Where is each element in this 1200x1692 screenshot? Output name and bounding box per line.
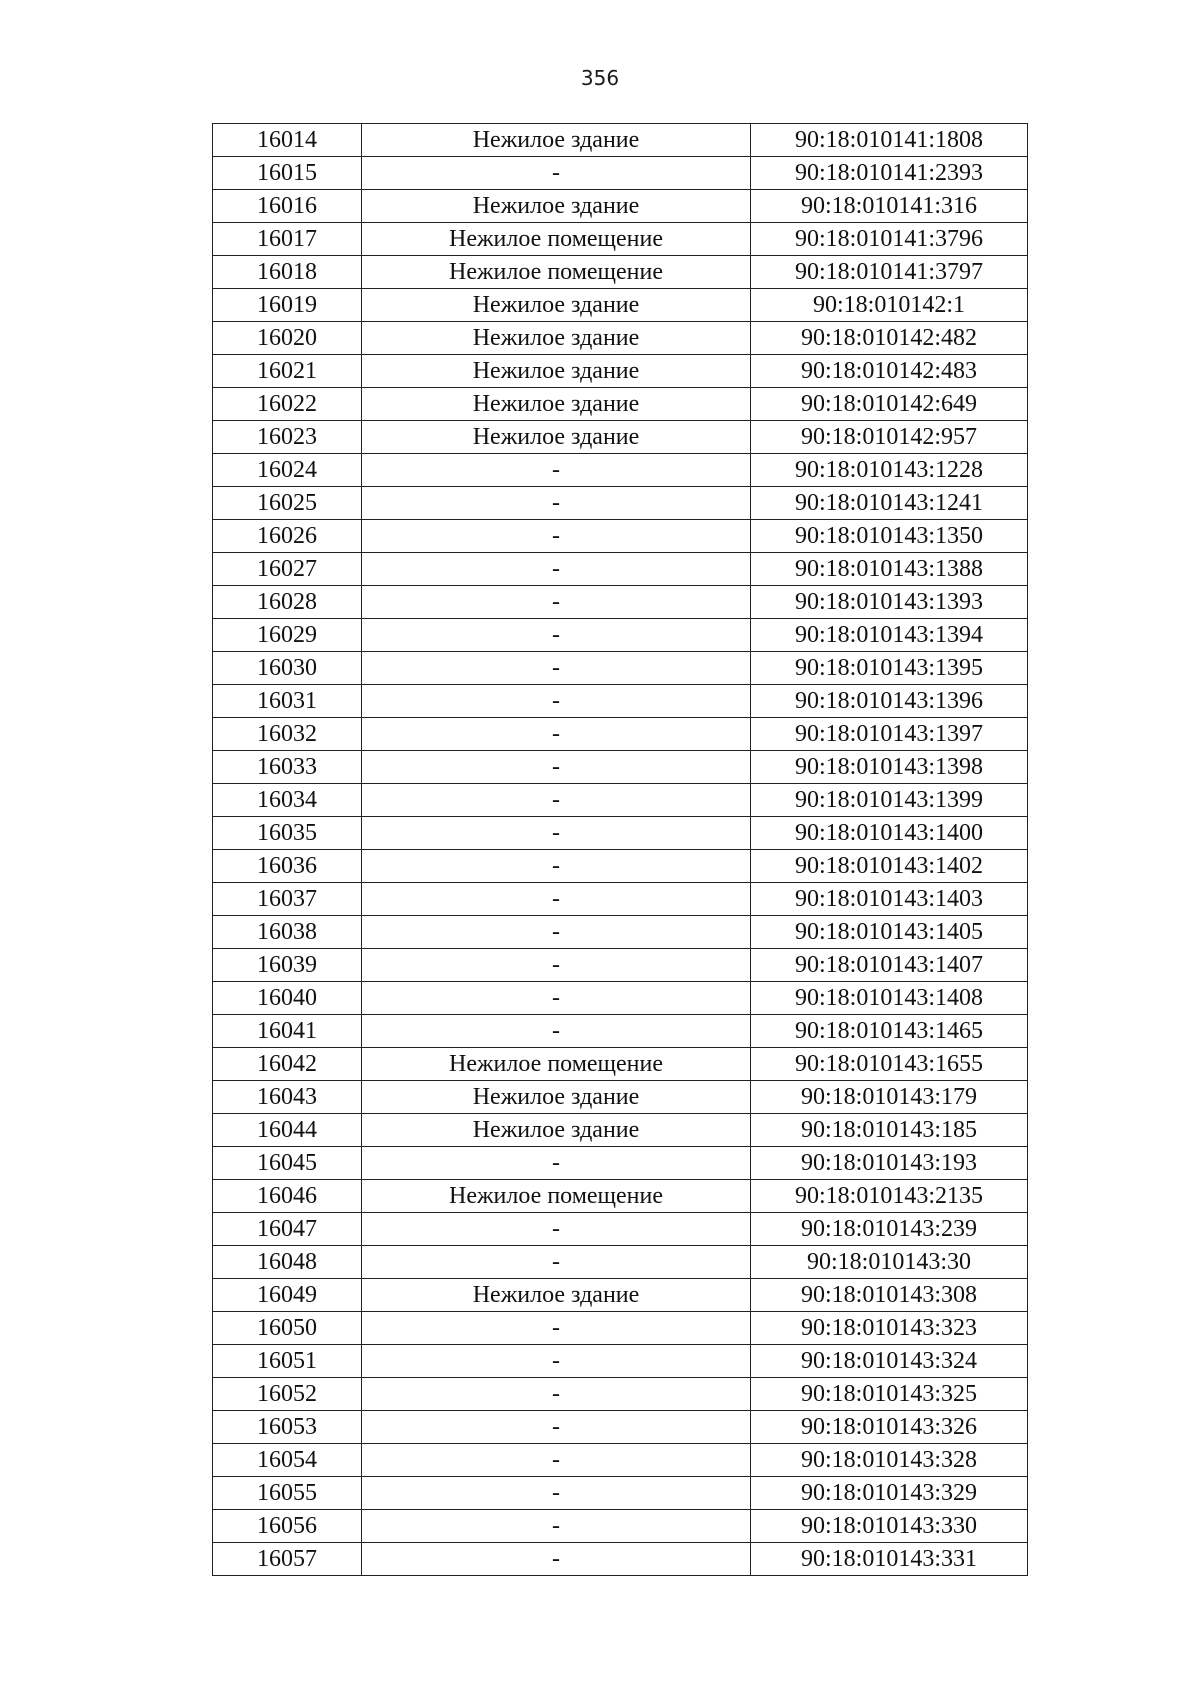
table-row <box>213 751 1028 784</box>
row-number-cell: 16031 <box>213 685 362 718</box>
row-number-cell: 16017 <box>213 223 362 256</box>
object-type-cell: - <box>362 883 751 916</box>
object-type-cell: Нежилое помещение <box>362 1048 751 1081</box>
object-type-cell: - <box>362 1345 751 1378</box>
object-type-cell: - <box>362 586 751 619</box>
row-number-cell: 16016 <box>213 190 362 223</box>
row-number-cell: 16024 <box>213 454 362 487</box>
row-number-cell: 16014 <box>213 124 362 157</box>
table-row <box>213 784 1028 817</box>
table-row <box>213 157 1028 190</box>
row-number-cell: 16032 <box>213 718 362 751</box>
table-row <box>213 1345 1028 1378</box>
table-row <box>213 1378 1028 1411</box>
row-number-cell: 16054 <box>213 1444 362 1477</box>
object-type-cell: Нежилое здание <box>362 355 751 388</box>
table-row <box>213 1411 1028 1444</box>
cadastral-number-cell: 90:18:010143:2135 <box>751 1180 1028 1213</box>
object-type-cell: - <box>362 817 751 850</box>
object-type-cell: Нежилое здание <box>362 289 751 322</box>
cadastral-number-cell: 90:18:010143:30 <box>751 1246 1028 1279</box>
cadastral-number-cell: 90:18:010141:316 <box>751 190 1028 223</box>
cadastral-number-cell: 90:18:010143:193 <box>751 1147 1028 1180</box>
cadastral-number-cell: 90:18:010143:1228 <box>751 454 1028 487</box>
object-type-cell: - <box>362 982 751 1015</box>
cadastral-number-cell: 90:18:010143:1403 <box>751 883 1028 916</box>
object-type-cell: - <box>362 520 751 553</box>
table-row <box>213 256 1028 289</box>
cadastral-number-cell: 90:18:010142:1 <box>751 289 1028 322</box>
cadastral-number-cell: 90:18:010143:1350 <box>751 520 1028 553</box>
row-number-cell: 16049 <box>213 1279 362 1312</box>
object-type-cell: Нежилое здание <box>362 421 751 454</box>
cadastral-number-cell: 90:18:010143:1394 <box>751 619 1028 652</box>
table-row <box>213 1543 1028 1576</box>
cadastral-number-cell: 90:18:010142:483 <box>751 355 1028 388</box>
row-number-cell: 16021 <box>213 355 362 388</box>
table-row <box>213 190 1028 223</box>
object-type-cell: - <box>362 619 751 652</box>
table-row <box>213 1279 1028 1312</box>
row-number-cell: 16015 <box>213 157 362 190</box>
table-row <box>213 355 1028 388</box>
cadastral-number-cell: 90:18:010143:1655 <box>751 1048 1028 1081</box>
table-row <box>213 982 1028 1015</box>
object-type-cell: - <box>362 1543 751 1576</box>
row-number-cell: 16027 <box>213 553 362 586</box>
object-type-cell: - <box>362 652 751 685</box>
cadastral-number-cell: 90:18:010143:329 <box>751 1477 1028 1510</box>
cadastral-number-cell: 90:18:010143:330 <box>751 1510 1028 1543</box>
object-type-cell: - <box>362 949 751 982</box>
cadastral-number-cell: 90:18:010143:1397 <box>751 718 1028 751</box>
row-number-cell: 16018 <box>213 256 362 289</box>
object-type-cell: - <box>362 1147 751 1180</box>
row-number-cell: 16030 <box>213 652 362 685</box>
cadastral-number-cell: 90:18:010143:1408 <box>751 982 1028 1015</box>
cadastral-number-cell: 90:18:010141:3797 <box>751 256 1028 289</box>
object-type-cell: - <box>362 487 751 520</box>
table-row <box>213 1015 1028 1048</box>
cadastral-number-cell: 90:18:010143:1393 <box>751 586 1028 619</box>
object-type-cell: - <box>362 553 751 586</box>
table-row <box>213 223 1028 256</box>
row-number-cell: 16022 <box>213 388 362 421</box>
row-number-cell: 16047 <box>213 1213 362 1246</box>
row-number-cell: 16033 <box>213 751 362 784</box>
cadastral-number-cell: 90:18:010143:324 <box>751 1345 1028 1378</box>
cadastral-number-cell: 90:18:010143:1398 <box>751 751 1028 784</box>
cadastral-number-cell: 90:18:010143:1399 <box>751 784 1028 817</box>
cadastral-number-cell: 90:18:010143:308 <box>751 1279 1028 1312</box>
cadastral-number-cell: 90:18:010143:1396 <box>751 685 1028 718</box>
cadastral-number-cell: 90:18:010143:1407 <box>751 949 1028 982</box>
object-type-cell: - <box>362 157 751 190</box>
row-number-cell: 16046 <box>213 1180 362 1213</box>
registry-table-body <box>213 124 1028 1576</box>
cadastral-number-cell: 90:18:010143:331 <box>751 1543 1028 1576</box>
cadastral-number-cell: 90:18:010143:179 <box>751 1081 1028 1114</box>
row-number-cell: 16036 <box>213 850 362 883</box>
row-number-cell: 16028 <box>213 586 362 619</box>
cadastral-number-cell: 90:18:010143:328 <box>751 1444 1028 1477</box>
table-row <box>213 586 1028 619</box>
row-number-cell: 16048 <box>213 1246 362 1279</box>
object-type-cell: Нежилое здание <box>362 1081 751 1114</box>
row-number-cell: 16045 <box>213 1147 362 1180</box>
cadastral-number-cell: 90:18:010142:482 <box>751 322 1028 355</box>
object-type-cell: - <box>362 850 751 883</box>
row-number-cell: 16026 <box>213 520 362 553</box>
table-row <box>213 322 1028 355</box>
table-row <box>213 487 1028 520</box>
table-row <box>213 1312 1028 1345</box>
row-number-cell: 16052 <box>213 1378 362 1411</box>
cadastral-number-cell: 90:18:010143:1388 <box>751 553 1028 586</box>
row-number-cell: 16019 <box>213 289 362 322</box>
object-type-cell: - <box>362 784 751 817</box>
table-row <box>213 1246 1028 1279</box>
object-type-cell: Нежилое здание <box>362 1114 751 1147</box>
table-row <box>213 289 1028 322</box>
table-row <box>213 883 1028 916</box>
cadastral-number-cell: 90:18:010142:957 <box>751 421 1028 454</box>
object-type-cell: Нежилое помещение <box>362 256 751 289</box>
row-number-cell: 16037 <box>213 883 362 916</box>
object-type-cell: Нежилое здание <box>362 322 751 355</box>
table-row <box>213 1048 1028 1081</box>
cadastral-number-cell: 90:18:010143:1400 <box>751 817 1028 850</box>
registry-table <box>212 123 1028 1576</box>
table-row <box>213 916 1028 949</box>
row-number-cell: 16057 <box>213 1543 362 1576</box>
table-row <box>213 124 1028 157</box>
cadastral-number-cell: 90:18:010141:2393 <box>751 157 1028 190</box>
table-row <box>213 1444 1028 1477</box>
table-row <box>213 1477 1028 1510</box>
object-type-cell: Нежилое помещение <box>362 1180 751 1213</box>
table-row <box>213 718 1028 751</box>
object-type-cell: - <box>362 1510 751 1543</box>
cadastral-number-cell: 90:18:010143:326 <box>751 1411 1028 1444</box>
table-row <box>213 1213 1028 1246</box>
object-type-cell: Нежилое помещение <box>362 223 751 256</box>
object-type-cell: Нежилое здание <box>362 388 751 421</box>
table-row <box>213 949 1028 982</box>
cadastral-number-cell: 90:18:010141:3796 <box>751 223 1028 256</box>
table-row <box>213 817 1028 850</box>
cadastral-number-cell: 90:18:010143:185 <box>751 1114 1028 1147</box>
row-number-cell: 16039 <box>213 949 362 982</box>
cadastral-number-cell: 90:18:010143:239 <box>751 1213 1028 1246</box>
table-row <box>213 1147 1028 1180</box>
object-type-cell: - <box>362 751 751 784</box>
table-row <box>213 1081 1028 1114</box>
row-number-cell: 16041 <box>213 1015 362 1048</box>
row-number-cell: 16020 <box>213 322 362 355</box>
object-type-cell: - <box>362 718 751 751</box>
row-number-cell: 16023 <box>213 421 362 454</box>
object-type-cell: Нежилое здание <box>362 190 751 223</box>
cadastral-number-cell: 90:18:010143:1405 <box>751 916 1028 949</box>
table-row <box>213 421 1028 454</box>
cadastral-number-cell: 90:18:010143:323 <box>751 1312 1028 1345</box>
object-type-cell: - <box>362 454 751 487</box>
object-type-cell: - <box>362 1213 751 1246</box>
row-number-cell: 16044 <box>213 1114 362 1147</box>
row-number-cell: 16035 <box>213 817 362 850</box>
row-number-cell: 16051 <box>213 1345 362 1378</box>
object-type-cell: - <box>362 1378 751 1411</box>
row-number-cell: 16056 <box>213 1510 362 1543</box>
object-type-cell: - <box>362 1411 751 1444</box>
object-type-cell: Нежилое здание <box>362 124 751 157</box>
table-row <box>213 553 1028 586</box>
cadastral-number-cell: 90:18:010143:1465 <box>751 1015 1028 1048</box>
table-row <box>213 850 1028 883</box>
table-row <box>213 520 1028 553</box>
object-type-cell: - <box>362 1444 751 1477</box>
table-row <box>213 619 1028 652</box>
table-row <box>213 652 1028 685</box>
cadastral-number-cell: 90:18:010141:1808 <box>751 124 1028 157</box>
row-number-cell: 16043 <box>213 1081 362 1114</box>
object-type-cell: - <box>362 916 751 949</box>
row-number-cell: 16025 <box>213 487 362 520</box>
object-type-cell: Нежилое здание <box>362 1279 751 1312</box>
cadastral-number-cell: 90:18:010143:1395 <box>751 652 1028 685</box>
object-type-cell: - <box>362 1477 751 1510</box>
row-number-cell: 16055 <box>213 1477 362 1510</box>
row-number-cell: 16050 <box>213 1312 362 1345</box>
table-row <box>213 1114 1028 1147</box>
row-number-cell: 16053 <box>213 1411 362 1444</box>
cadastral-number-cell: 90:18:010143:325 <box>751 1378 1028 1411</box>
table-row <box>213 388 1028 421</box>
table-row <box>213 1180 1028 1213</box>
row-number-cell: 16042 <box>213 1048 362 1081</box>
row-number-cell: 16029 <box>213 619 362 652</box>
row-number-cell: 16038 <box>213 916 362 949</box>
object-type-cell: - <box>362 1015 751 1048</box>
row-number-cell: 16040 <box>213 982 362 1015</box>
object-type-cell: - <box>362 1246 751 1279</box>
cadastral-number-cell: 90:18:010143:1241 <box>751 487 1028 520</box>
table-row <box>213 1510 1028 1543</box>
page-number: 356 <box>580 66 620 90</box>
object-type-cell: - <box>362 685 751 718</box>
table-row <box>213 685 1028 718</box>
object-type-cell: - <box>362 1312 751 1345</box>
table-row <box>213 454 1028 487</box>
cadastral-number-cell: 90:18:010143:1402 <box>751 850 1028 883</box>
row-number-cell: 16034 <box>213 784 362 817</box>
cadastral-number-cell: 90:18:010142:649 <box>751 388 1028 421</box>
